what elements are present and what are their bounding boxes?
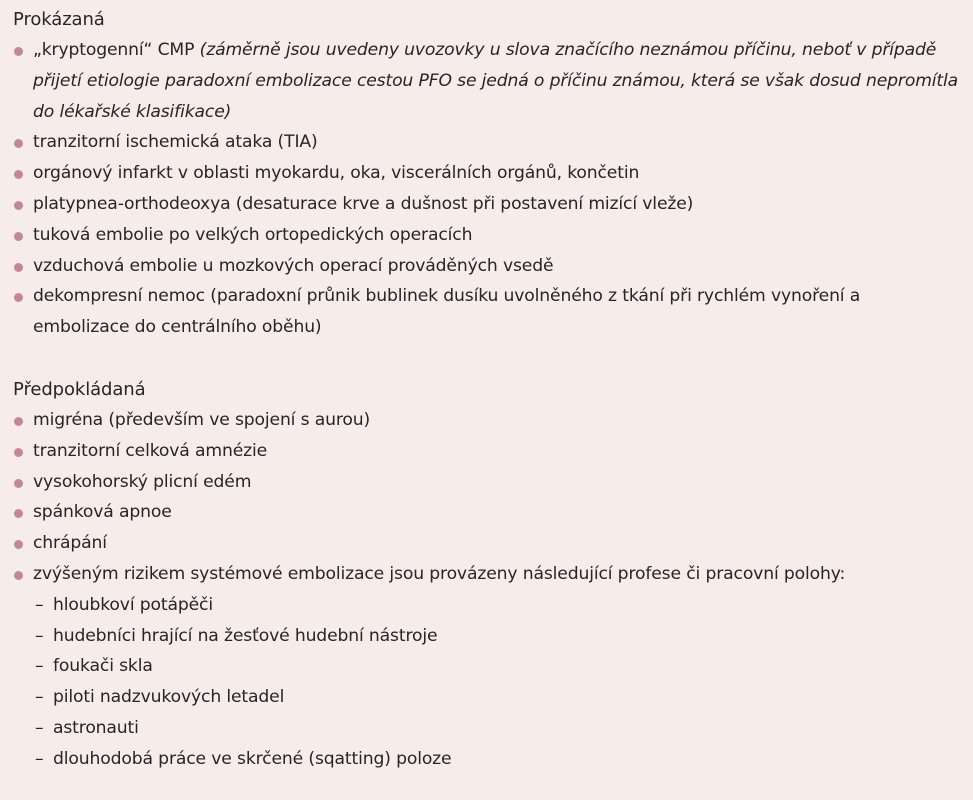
list-item [13,189,959,220]
sub-item-text: dlouhodobá práce ve skrčené (sqatting) poloze [53,748,452,769]
list-item [13,251,959,282]
item-text: tuková embolie po velkých ortopedických operacích [33,224,473,245]
item-text: spánková apnoe [33,502,172,523]
sub-list-item [13,744,959,775]
bullet-icon [14,201,23,210]
list-item [13,35,959,127]
item-text: tranzitorní ischemická ataka (TIA) [33,132,318,153]
sub-item-text: astronauti [53,717,139,738]
dash-marker: – [35,717,44,738]
item-text: tranzitorní celková amnézie [33,440,268,461]
list-item [13,127,959,158]
sub-list-item [13,651,959,682]
dash-marker: – [35,656,44,677]
sub-item-text: hloubkoví potápěči [53,594,213,615]
dash-marker: – [35,748,44,769]
dash-marker: – [35,594,44,615]
bullet-icon [14,47,23,56]
list-item [13,559,959,590]
list-item [13,220,959,251]
bullet-icon [14,417,23,426]
item-text: platypnea-orthodeoxya (desaturace krve a dušnost při postavení mizící vleže) [33,193,694,214]
section-title-proven: Prokázaná [13,9,105,30]
list-item [13,497,959,528]
sub-item-text: piloti nadzvukových letadel [53,687,285,708]
bullet-icon [14,448,23,457]
sub-list-item [13,621,959,652]
bullet-icon [14,293,23,302]
list-item [13,405,959,436]
sub-list-item [13,713,959,744]
bullet-icon [14,509,23,518]
item-text: vysokohorský plicní edém [33,471,252,492]
sub-item-text: hudebníci hrající na žesťové hudební nástroje [53,625,438,646]
sub-item-text: foukači skla [53,656,153,677]
dash-marker: – [35,687,44,708]
sub-list-item [13,682,959,713]
section-title-assumed: Předpokládaná [13,378,146,400]
list-item [13,467,959,498]
item-text: vzduchová embolie u mozkových operací prováděných vsedě [33,255,554,276]
list-item [13,436,959,467]
bullet-icon [14,479,23,488]
item-text: „kryptogenní“ CMP [33,40,200,60]
list-item [13,158,959,189]
item-text: orgánový infarkt v oblasti myokardu, oka, viscerálních orgánů, končetin [33,163,640,184]
list-item [13,281,959,343]
item-text: dekompresní nemoc (paradoxní průnik bublinek dusíku uvolněného z tkání při rychlém vynoření a embolizace do centrálního oběhu) [33,286,861,338]
bullet-icon [14,263,23,272]
item-text: zvýšeným rizikem systémové embolizace jsou provázeny následující profese či pracovní polohy: [33,563,846,584]
item-text: migréna (především ve spojení s aurou) [33,409,371,430]
item-note: (záměrně jsou uvedeny uvozovky u slova značícího neznámou příčinu, neboť v případě přijetí etiologie paradoxní embolizace cestou PFO se jedná o příčinu známou, která se však dosud nepromítla do lékařské klasifikace) [33,40,959,122]
bullet-icon [14,170,23,179]
bullet-icon [14,571,23,580]
assumed-list [13,405,959,590]
sub-list-item [13,590,959,621]
list-item [13,528,959,559]
dash-marker: – [35,625,44,646]
profession-sublist [13,590,959,775]
bullet-icon [14,232,23,241]
bullet-icon [14,139,23,148]
item-text: chrápání [33,533,107,554]
bullet-icon [14,540,23,549]
section-spacer [13,343,959,375]
proven-list [13,35,959,343]
